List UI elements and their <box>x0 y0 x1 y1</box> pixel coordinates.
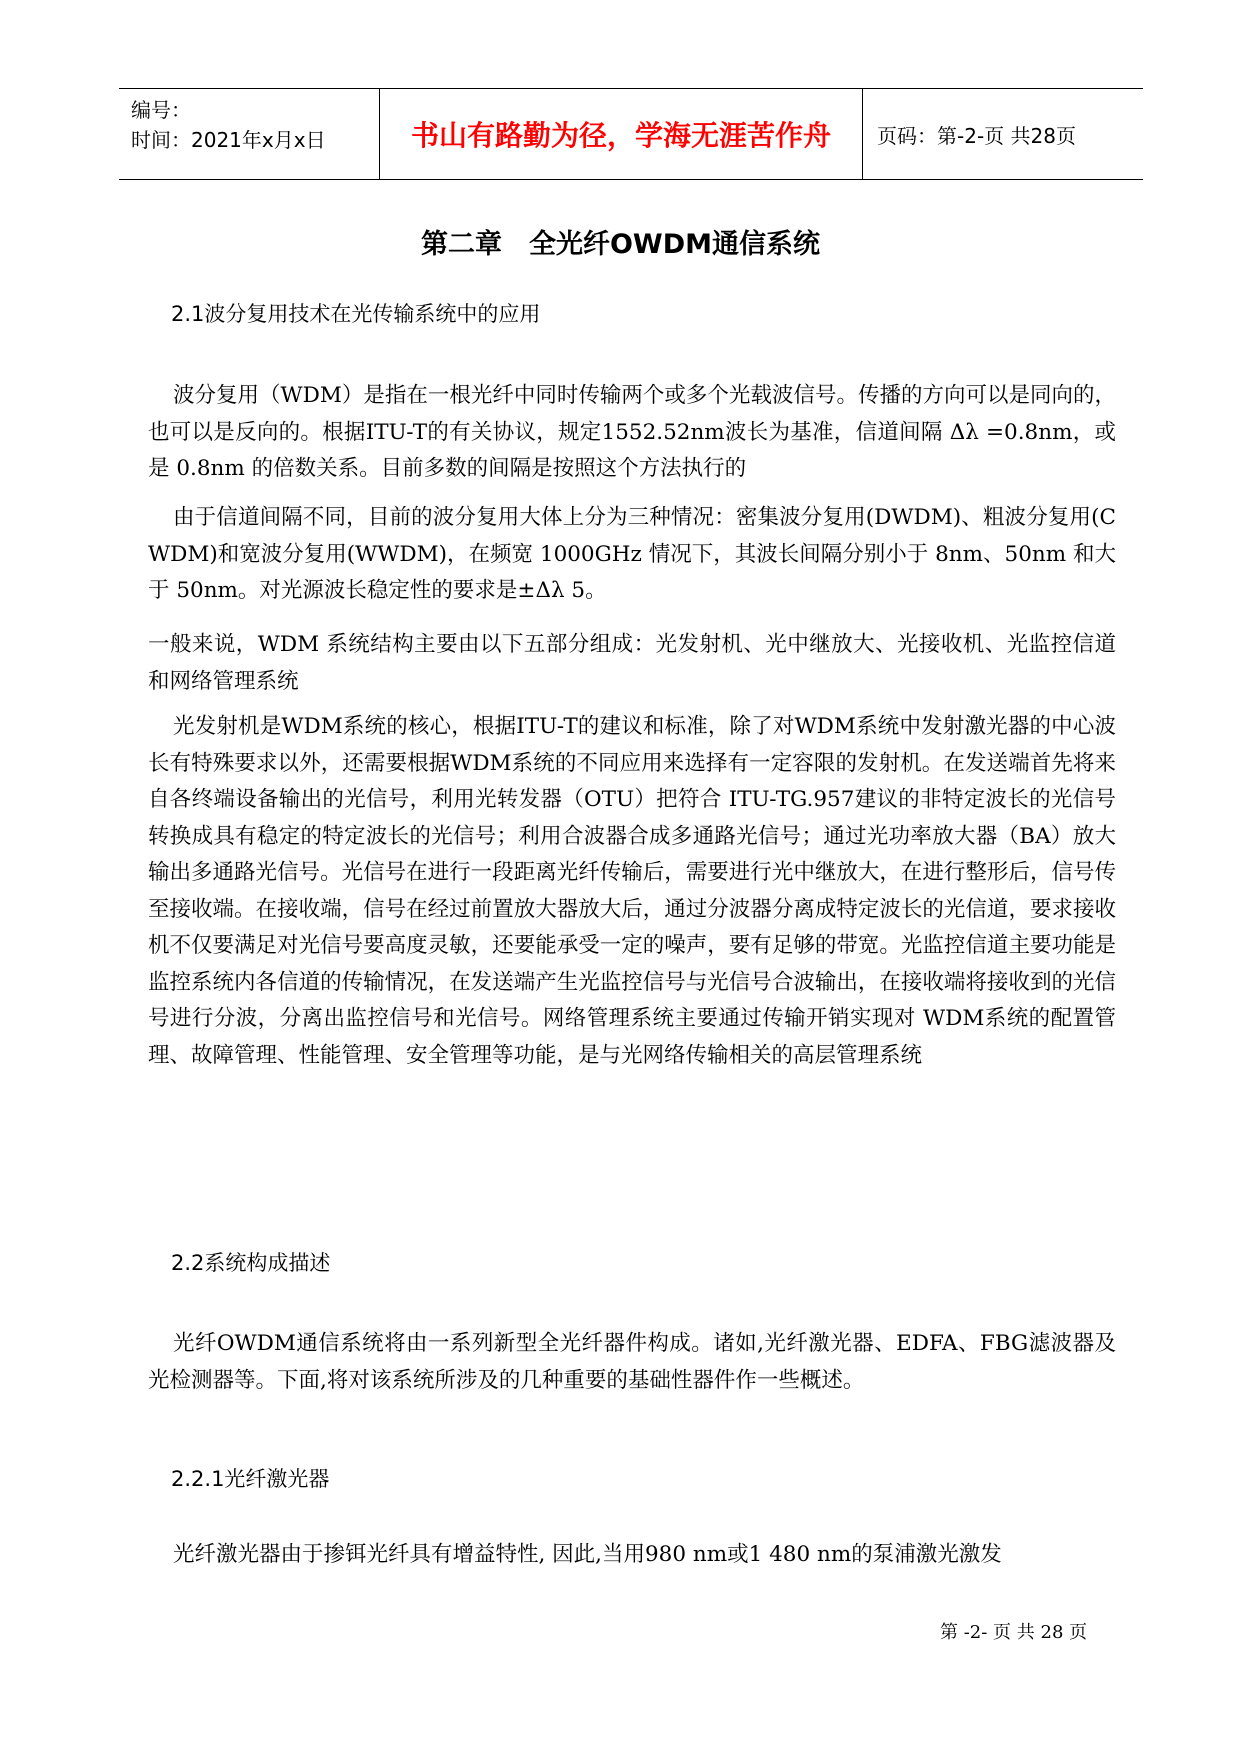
paragraph-channel-spacing: 由于信道间隔不同，目前的波分复用大体上分为三种情况：密集波分复用(DWDM)、粗波分复用(CWDM)和宽波分复用(WWDM)，在频宽 1000GHz 情况下，其波长间隔分别小于 8nm、50nm 和大于 50nm。对光源波长稳定性的要求是±Δλ 5。 <box>148 505 1116 603</box>
section-heading-2-2: 2.2系统构成描述 <box>171 1251 331 1275</box>
paragraph-system-structure: 一般来说，WDM 系统结构主要由以下五部分组成：光发射机、光中继放大、光接收机、光监控信道和网络管理系统 <box>148 632 1116 694</box>
paragraph-wdm-definition: 波分复用（WDM）是指在一根光纤中同时传输两个或多个光载波信号。传播的方向可以是同向的，也可以是反向的。根据ITU-T的有关协议，规定1552.52nm波长为基准，信道间隔 Δλ =0.8nm，或是 0.8nm 的倍数关系。目前多数的间隔是按照这个方法执行的 <box>148 383 1116 481</box>
page-footer: 第 -2- 页 共 28 页 <box>940 1622 1088 1643</box>
motto: 书山有路勤为径，学海无涯苦作舟 <box>379 89 863 179</box>
paragraph-fiber-laser: 光纤激光器由于掺铒光纤具有增益特性, 因此,当用980 nm或1 480 nm的泵浦激光激发 <box>173 1542 1002 1567</box>
paragraph-owdm-components: 光纤OWDM通信系统将由一系列新型全光纤器件构成。诸如,光纤激光器、EDFA、FBG滤波器及光检测器等。下面,将对该系统所涉及的几种重要的基础性器件作一些概述。 <box>148 1331 1116 1393</box>
page-code: 页码：第-2-页 共28页 <box>877 123 1076 148</box>
number-label: 编号： <box>131 98 191 122</box>
time-label: 时间：2021年x月x日 <box>131 128 326 152</box>
chapter-title: 第二章 全光纤OWDM通信系统 <box>420 229 820 260</box>
header-table <box>119 88 1143 180</box>
section-heading-2-1: 2.1波分复用技术在光传输系统中的应用 <box>171 302 541 326</box>
header-meta <box>119 89 379 179</box>
section-heading-2-2-1: 2.2.1光纤激光器 <box>171 1467 330 1491</box>
paragraph-transmitter: 光发射机是WDM系统的核心，根据ITU-T的建议和标准，除了对WDM系统中发射激光器的中心波长有特殊要求以外，还需要根据WDM系统的不同应用来选择有一定容限的发射机。在发送端首先将来自各终端设备输出的光信号，利用光转发器（OTU）把符合 ITU-TG.957建议的非特定波长的光信号转换成具有稳定的特定波长的光信号；利用合波器合成多通路光信号；通过光功率放大器（BA）放大输出多通路光信号。光信号在进行一段距离光纤传输后，需要进行光中继放大，在进行整形后，信号传至接收端。在接收端，信号在经过前置放大器放大后，通过分波器分离成特定波长的光信道，要求接收机不仅要满足对光信号要高度灵敏，还要能承受一定的噪声，要有足够的带宽。光监控信道主要功能是监控系统内各信道的传输情况，在发送端产生光监控信号与光信号合波输出，在接收端将接收到的光信号进行分波，分离出监控信号和光信号。网络管理系统主要通过传输开销实现对 WDM系统的配置管理、故障管理、性能管理、安全管理等功能，是与光网络传输相关的高层管理系统 <box>148 714 1116 1068</box>
